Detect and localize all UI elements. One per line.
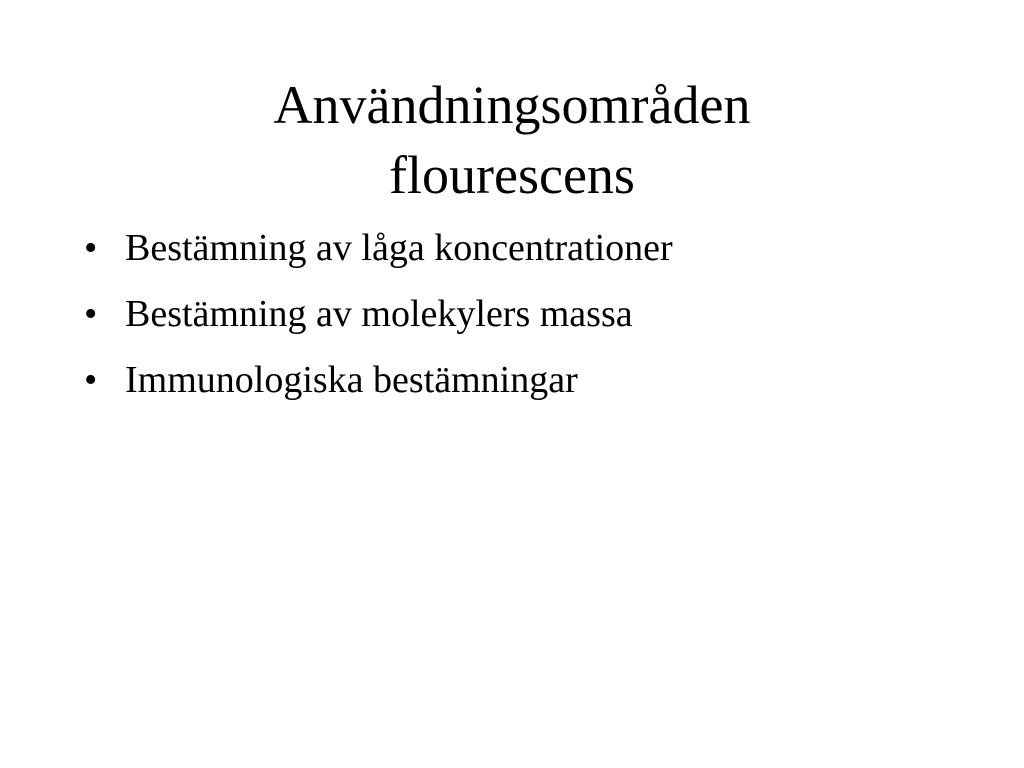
slide-title-line-1: Användningsområden (273, 75, 751, 135)
bullet-list (84, 226, 944, 424)
bullet-item (84, 358, 944, 402)
bullet-icon: • (84, 293, 98, 335)
bullet-text: Bestämning av molekylers massa (125, 293, 633, 335)
slide-title (0, 70, 1024, 210)
bullet-icon: • (84, 227, 98, 269)
bullet-icon: • (84, 359, 98, 401)
bullet-item (84, 292, 944, 336)
bullet-text: Immunologiska bestämningar (125, 359, 578, 401)
bullet-text: Bestämning av låga koncentrationer (125, 227, 673, 269)
bullet-item (84, 226, 944, 270)
slide-title-line-2: flourescens (389, 145, 635, 205)
